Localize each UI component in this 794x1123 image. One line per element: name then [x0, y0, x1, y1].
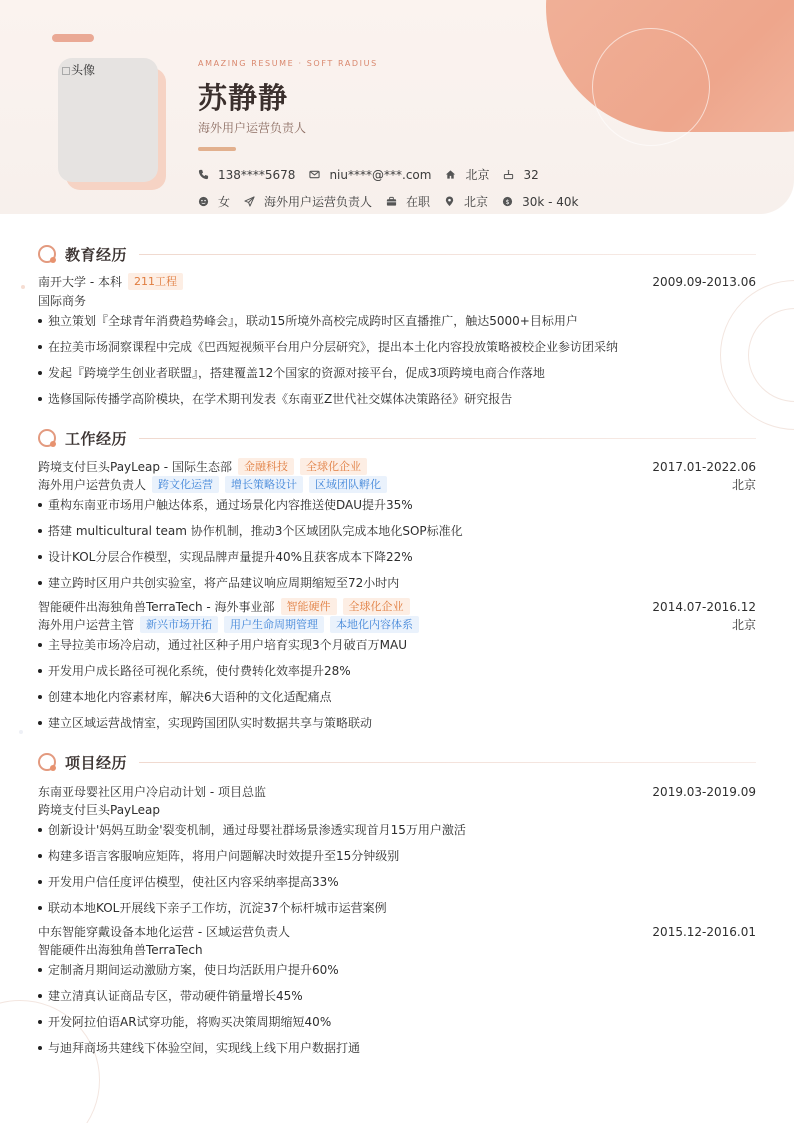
work-position-row	[38, 616, 756, 633]
education-date: 2009.09-2013.06	[652, 274, 756, 289]
list-item: 建立区域运营战情室，实现跨国团队实时数据共享与策略联动	[38, 714, 372, 731]
avatar-alt-text: 头像	[71, 63, 96, 77]
list-item: 独立策划『全球青年消费趋势峰会』，联动15所境外高校完成跨时区直播推广，触达5000+目标用户	[38, 312, 578, 329]
decorative-pill	[52, 34, 94, 42]
list-item: 设计KOL分层合作模型，实现品牌声量提升40%且获客成本下降22%	[38, 548, 413, 565]
gender-item	[198, 193, 230, 210]
work-entry-head	[38, 598, 756, 615]
location-item	[444, 193, 488, 210]
position-name: 海外用户运营负责人	[38, 478, 147, 492]
company-tag: 全球化企业	[343, 598, 410, 615]
project-org: 智能硬件出海独角兽TerraTech	[38, 943, 203, 957]
projects-section-header	[38, 752, 756, 773]
list-item: 开发阿拉伯语AR试穿功能，将购买决策周期缩短40%	[38, 1013, 331, 1030]
work-date: 2017.01-2022.06	[652, 459, 756, 474]
list-item: 选修国际传播学高阶模块，在学术期刊发表《东南亚Z世代社交媒体决策路径》研究报告	[38, 390, 512, 407]
broken-image-icon	[62, 67, 70, 75]
list-item: 构建多语言客服响应矩阵，将用户问题解决时效提升至15分钟级别	[38, 847, 399, 864]
status-text: 在职	[406, 195, 431, 209]
age-text: 32	[523, 167, 539, 182]
section-bullet-icon	[38, 245, 57, 264]
home-item	[445, 166, 489, 183]
mail-icon	[309, 169, 320, 180]
briefcase-icon	[386, 196, 397, 207]
position-tag: 区域团队孵化	[309, 476, 387, 493]
status-item	[386, 193, 430, 210]
resume-tagline: AMAZING RESUME · SOFT RADIUS	[198, 59, 378, 68]
company-name: 智能硬件出海独角兽TerraTech - 海外事业部	[38, 600, 275, 614]
svg-text:$: $	[505, 197, 510, 206]
list-item: 主导拉美市场冷启动，通过社区种子用户培育实现3个月破百万MAU	[38, 636, 407, 653]
phone-text: 138****5678	[218, 167, 296, 182]
resume-header	[0, 0, 794, 214]
phone-item	[198, 168, 295, 182]
list-item: 在拉美市场洞察课程中完成《巴西短视频平台用户分层研究》，提出本土化内容投放策略被校企业参访团采纳	[38, 338, 618, 355]
email-item	[309, 168, 431, 182]
list-item: 重构东南亚市场用户触达体系，通过场景化内容推送使DAU提升35%	[38, 496, 413, 513]
cake-icon	[503, 169, 514, 180]
position-tag: 跨文化运营	[152, 476, 219, 493]
list-item: 建立清真认证商品专区，带动硬件销量增长45%	[38, 987, 303, 1004]
position-tag: 本地化内容体系	[330, 616, 419, 633]
education-entry-head	[38, 273, 756, 290]
target-position-text: 海外用户运营负责人	[264, 195, 373, 209]
list-item: 建立跨时区用户共创实验室，将产品建议响应周期缩短至72小时内	[38, 574, 399, 591]
salary-text: 30k - 40k	[522, 194, 579, 209]
person-title: 海外用户运营负责人	[198, 121, 307, 135]
email-text: niu****@***.com	[329, 167, 432, 182]
position-tag: 增长策略设计	[225, 476, 303, 493]
project-date: 2019.03-2019.09	[652, 784, 756, 799]
list-item: 发起『跨境学生创业者联盟』，搭建覆盖12个国家的资源对接平台，促成3项跨境电商合作落地	[38, 364, 545, 381]
position-tag: 用户生命周期管理	[224, 616, 324, 633]
work-city: 北京	[731, 618, 756, 632]
section-bullet-icon	[38, 429, 57, 448]
project-name: 东南亚母婴社区用户冷启动计划 - 项目总监	[38, 785, 266, 799]
work-entry-head	[38, 458, 756, 475]
list-item: 创新设计'妈妈互助金'裂变机制，通过母婴社群场景渗透实现首月15万用户激活	[38, 821, 466, 838]
company-name: 跨境支付巨头PayLeap - 国际生态部	[38, 460, 232, 474]
list-item: 联动本地KOL开展线下亲子工作坊，沉淀37个标杆城市运营案例	[38, 899, 387, 916]
project-name: 中东智能穿戴设备本地化运营 - 区域运营负责人	[38, 925, 290, 939]
section-bullet-icon	[38, 753, 57, 772]
decorative-ring	[592, 28, 710, 146]
avatar	[58, 58, 158, 182]
gender-text: 女	[218, 195, 231, 209]
decorative-dot	[19, 730, 23, 734]
work-position-row	[38, 476, 756, 493]
school-tag: 211工程	[128, 273, 183, 290]
person-name: 苏静静	[198, 81, 289, 115]
age-item	[503, 168, 538, 182]
section-title: 工作经历	[65, 430, 128, 448]
profile-row	[198, 193, 592, 210]
list-item: 开发用户信任度评估模型，使社区内容采纳率提高33%	[38, 873, 339, 890]
section-divider	[139, 254, 756, 255]
project-entry-head	[38, 783, 756, 800]
company-tag: 全球化企业	[300, 458, 367, 475]
school-name: 南开大学 - 本科	[38, 275, 122, 289]
section-divider	[139, 762, 756, 763]
project-org: 跨境支付巨头PayLeap	[38, 803, 160, 817]
location-icon	[444, 196, 455, 207]
work-date: 2014.07-2016.12	[652, 599, 756, 614]
salary-item	[502, 195, 578, 209]
list-item: 搭建 multicultural team 协作机制，推动3个区域团队完成本地化SOP标准化	[38, 522, 463, 539]
home-icon	[445, 169, 456, 180]
gender-icon	[198, 196, 209, 207]
title-underline	[198, 147, 236, 151]
list-item: 创建本地化内容素材库，解决6大语种的文化适配痛点	[38, 688, 332, 705]
company-tag: 金融科技	[238, 458, 294, 475]
location-text: 北京	[464, 195, 489, 209]
section-title: 项目经历	[65, 754, 128, 772]
position-name: 海外用户运营主管	[38, 618, 135, 632]
project-entry-head	[38, 923, 756, 940]
contact-row	[198, 166, 553, 183]
position-tag: 新兴市场开拓	[140, 616, 218, 633]
work-section-header	[38, 428, 756, 449]
phone-icon	[198, 169, 209, 180]
project-date: 2015.12-2016.01	[652, 924, 756, 939]
list-item: 开发用户成长路径可视化系统，使付费转化效率提升28%	[38, 662, 351, 679]
decorative-dot	[21, 285, 25, 289]
send-icon	[244, 196, 255, 207]
list-item: 与迪拜商场共建线下体验空间，实现线上线下用户数据打通	[38, 1039, 360, 1056]
money-icon	[502, 196, 513, 207]
company-tag: 智能硬件	[281, 598, 337, 615]
list-item: 定制斋月期间运动激励方案，使日均活跃用户提升60%	[38, 961, 339, 978]
section-divider	[139, 438, 756, 439]
target-position-item	[244, 193, 372, 210]
section-title: 教育经历	[65, 246, 128, 264]
education-section-header	[38, 244, 756, 265]
home-text: 北京	[465, 168, 490, 182]
education-major: 国际商务	[38, 294, 87, 308]
work-city: 北京	[731, 478, 756, 492]
